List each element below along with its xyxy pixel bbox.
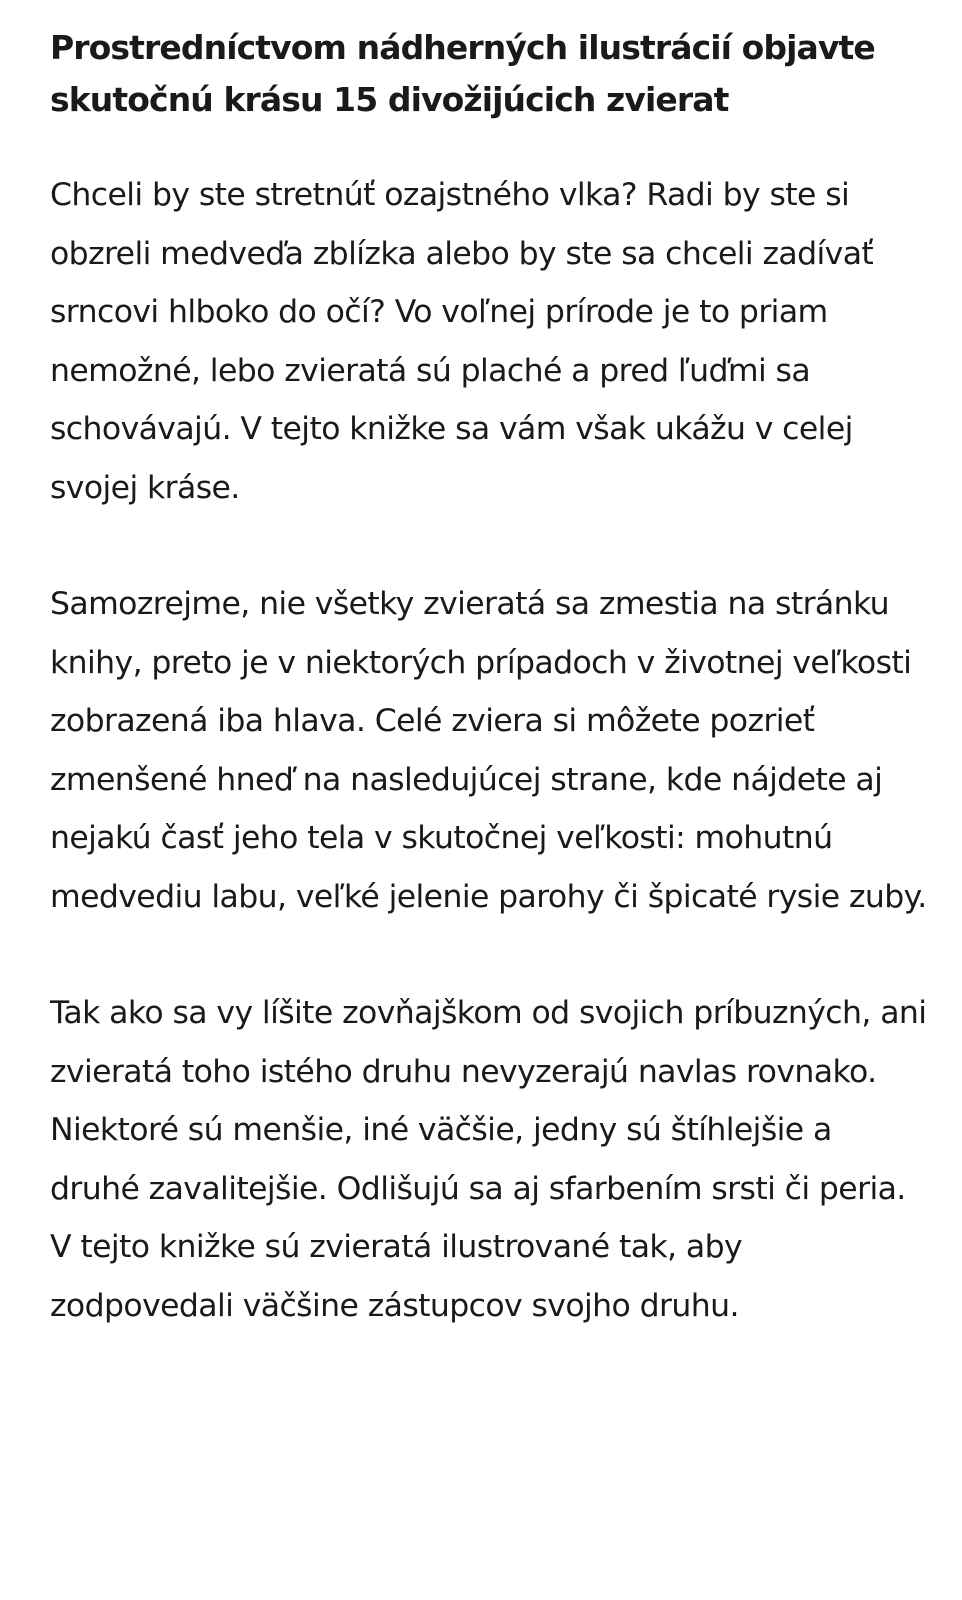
article-paragraph-1: Chceli by ste stretnúť ozajstného vlka? Radi by ste si obzreli medveďa zblízka alebo by ste sa chceli zadívať srncovi hlboko do očí? Vo voľnej prírode je to priam nemožné, lebo zvieratá sú plaché a pred ľuďmi sa schovávajú. V tejto knižke sa vám však ukážu v celej svojej kráse. [50,177,874,506]
article-paragraph-2: Samozrejme, nie všetky zvieratá sa zmestia na stránku knihy, preto je v niektorých prípadoch v životnej veľkosti zobrazená iba hlava. Celé zviera si môžete pozrieť zmenšené hneď na nasledujúcej strane, kde nájdete aj nejakú časť jeho tela v skutočnej veľkosti: mohutnú medvediu labu, veľké jelenie parohy či špicaté rysie zuby. [50,586,927,915]
article-heading: Prostredníctvom nádherných ilustrácií objavte skutočnú krásu 15 divožijúcich zvierat [50,28,875,119]
article-content [50,22,930,1335]
article-paragraph-3: Tak ako sa vy líšite zovňajškom od svojich príbuzných, ani zvieratá toho istého druhu nevyzerajú navlas rovnako. Niektoré sú menšie, iné väčšie, jedny sú štíhlejšie a druhé zavalitejšie. Odlišujú sa aj sfarbením srsti či peria. V tejto knižke sú zvieratá ilustrované tak, aby zodpovedali väčšine zástupcov svojho druhu. [50,995,927,1324]
